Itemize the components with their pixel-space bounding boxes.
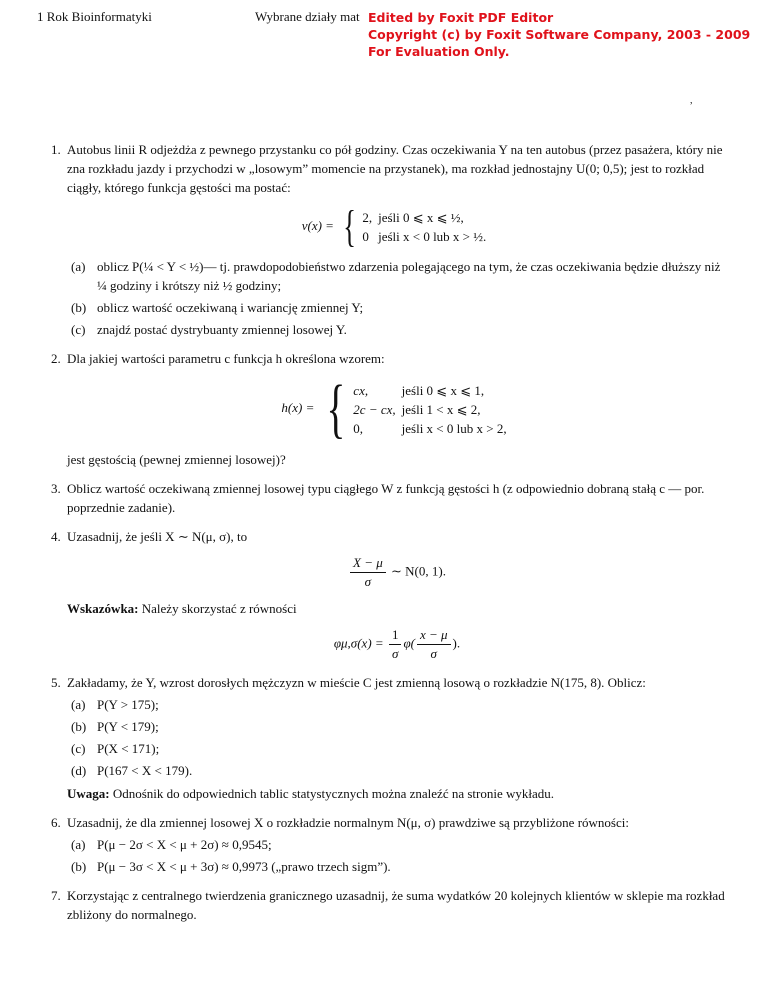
evaluation-watermark bbox=[368, 9, 750, 60]
header-title: Wybrane działy mat bbox=[255, 9, 360, 24]
fraction-denominator: σ bbox=[391, 646, 399, 661]
subtask-label: (a) bbox=[71, 697, 86, 712]
formula-lhs: h(x) = bbox=[281, 399, 315, 415]
problem-5 bbox=[37, 673, 727, 803]
problem-2 bbox=[37, 349, 727, 469]
problem-3 bbox=[37, 479, 727, 517]
subtask-text: P(Y > 175); bbox=[97, 697, 159, 712]
subtask-text: oblicz P(¼ < Y < ½)— tj. prawdopodobieństwo zdarzenia polegającego na tym, że czas oczekiwania będzie dłuższy niż ¼ godziny i krótszy niż ½ godziny; bbox=[97, 259, 721, 293]
subtask-b bbox=[67, 717, 727, 736]
problem-text: Autobus linii R odjeżdża z pewnego przystanku co pół godziny. Czas oczekiwania Y na ten autobus (przez pasażera, który nie zna rozkładu jazdy i przychodzi w „losowym” momencie na przystanek), ma rozkład jednostajny U(0; 0,5); jest to rozkład ciągły, którego funkcja gęstości ma postać: bbox=[67, 142, 723, 195]
subtask-b bbox=[67, 298, 727, 317]
note bbox=[67, 784, 727, 803]
case-condition: jeśli 0 ⩽ x ⩽ 1, bbox=[401, 382, 485, 398]
subtask-a bbox=[67, 835, 727, 854]
problem-number: 7. bbox=[51, 888, 61, 903]
standardization-formula bbox=[67, 554, 727, 591]
subtask-label: (b) bbox=[71, 300, 87, 315]
problem-6 bbox=[37, 813, 727, 876]
subtask-text: oblicz wartość oczekiwaną i wariancję zmiennej Y; bbox=[97, 300, 364, 315]
problem-text: Korzystając z centralnego twierdzenia granicznego uzasadnij, że suma wydatków 20 kolejnych klientów w sklepie ma rozkład zbliżony do normalnego. bbox=[67, 888, 725, 922]
density-formula: v(x) = { 2, jeśli 0 ⩽ x ⩽ ½, 0 jeśli x < 0 lub x > ½. bbox=[67, 205, 727, 249]
case-condition: jeśli 0 ⩽ x ⩽ ½, bbox=[378, 210, 464, 225]
subtask-label: (c) bbox=[71, 322, 86, 337]
subtask-a bbox=[67, 695, 727, 714]
case-value: 2c − cx, bbox=[353, 401, 396, 417]
subtask-b bbox=[67, 857, 727, 876]
identity-lhs: φμ,σ(x) = bbox=[333, 635, 384, 651]
watermark-line-3: For Evaluation Only. bbox=[368, 44, 510, 59]
header-course: 1 Rok Bioinformatyki bbox=[37, 9, 152, 24]
formula-lhs: v(x) = bbox=[301, 217, 334, 233]
subtask-label: (a) bbox=[71, 259, 86, 274]
problem-number: 6. bbox=[51, 815, 61, 830]
subtask-label: (b) bbox=[71, 859, 87, 874]
hint bbox=[67, 599, 727, 618]
identity-phi: φ( bbox=[403, 635, 415, 651]
watermark-line-1: Edited by Foxit PDF Editor bbox=[368, 10, 554, 25]
problem-text: Oblicz wartość oczekiwaną zmiennej losowej typu ciągłego W z funkcją gęstości h (z odpowiednio dobraną stałą c — por. poprzednie zadanie). bbox=[67, 481, 705, 515]
problem-1 bbox=[37, 140, 727, 339]
problem-number: 5. bbox=[51, 675, 61, 690]
problem-list bbox=[37, 140, 727, 934]
fraction-denominator: σ bbox=[364, 574, 372, 589]
note-text: Odnośnik do odpowiednich tablic statystycznych można znaleźć na stronie wykładu. bbox=[112, 786, 555, 801]
identity-end: ). bbox=[452, 635, 461, 651]
problem-text: Uzasadnij, że jeśli X ∼ N(μ, σ), to bbox=[67, 529, 248, 544]
density-identity bbox=[67, 626, 727, 663]
fraction-numerator: X − μ bbox=[350, 554, 386, 573]
hint-label: Wskazówka: bbox=[67, 601, 139, 616]
problem-4 bbox=[37, 527, 727, 663]
stray-mark: , bbox=[690, 95, 693, 106]
case-condition: jeśli x < 0 lub x > 2, bbox=[401, 420, 507, 436]
subtask-text: P(167 < X < 179). bbox=[97, 763, 193, 778]
case-value: 0, bbox=[353, 420, 364, 436]
problem-7 bbox=[37, 886, 727, 924]
subtask-label: (a) bbox=[71, 837, 86, 852]
subtask-text: P(Y < 179); bbox=[97, 719, 159, 734]
case-value: 2, bbox=[362, 210, 373, 225]
note-label: Uwaga: bbox=[67, 786, 110, 801]
problem-text: Dla jakiej wartości parametru c funkcja h określona wzorem: bbox=[67, 351, 385, 366]
subtask-c bbox=[67, 739, 727, 758]
subtask-text: P(μ − 3σ < X < μ + 3σ) ≈ 0,9973 („prawo trzech sigm”). bbox=[97, 859, 391, 874]
piecewise-formula: h(x) = { cx, jeśli 0 ⩽ x ⩽ 1, 2c − cx, jeśli 1 < x ⩽ 2, 0, jeśli x < 0 lub x > 2, bbox=[67, 376, 727, 442]
problem-number: 4. bbox=[51, 529, 61, 544]
hint-text: Należy skorzystać z równości bbox=[141, 601, 297, 616]
subtask-d bbox=[67, 761, 727, 780]
fraction-numerator: x − μ bbox=[417, 626, 451, 645]
subtask-c bbox=[67, 320, 727, 339]
problem-text-after: jest gęstością (pewnej zmiennej losowej)? bbox=[67, 452, 286, 467]
problem-number: 2. bbox=[51, 351, 61, 366]
problem-text: Uzasadnij, że dla zmiennej losowej X o rozkładzie normalnym N(μ, σ) prawdziwe są przybliżone równości: bbox=[67, 815, 629, 830]
watermark-line-2: Copyright (c) by Foxit Software Company, 2003 - 2009 bbox=[368, 27, 751, 42]
fraction-numerator: 1 bbox=[389, 626, 402, 645]
subtask-text: P(X < 171); bbox=[97, 741, 160, 756]
problem-number: 1. bbox=[51, 142, 61, 157]
subtask-a bbox=[67, 257, 727, 295]
subtask-label: (d) bbox=[71, 763, 87, 778]
subtask-text: P(μ − 2σ < X < μ + 2σ) ≈ 0,9545; bbox=[97, 837, 272, 852]
subtask-text: znajdź postać dystrybuanty zmiennej losowej Y. bbox=[97, 322, 347, 337]
problem-text: Zakładamy, że Y, wzrost dorosłych mężczyzn w mieście C jest zmienną losową o rozkładzie N(175, 8). Oblicz: bbox=[67, 675, 646, 690]
case-value: 0 bbox=[362, 229, 369, 244]
subtask-label: (c) bbox=[71, 741, 86, 756]
case-condition: jeśli 1 < x ⩽ 2, bbox=[401, 401, 481, 417]
case-condition: jeśli x < 0 lub x > ½. bbox=[378, 229, 487, 244]
fraction-denominator: σ bbox=[430, 646, 437, 661]
case-value: cx, bbox=[353, 382, 369, 398]
problem-number: 3. bbox=[51, 481, 61, 496]
formula-rest: ∼ N(0, 1). bbox=[391, 563, 446, 579]
subtask-label: (b) bbox=[71, 719, 87, 734]
